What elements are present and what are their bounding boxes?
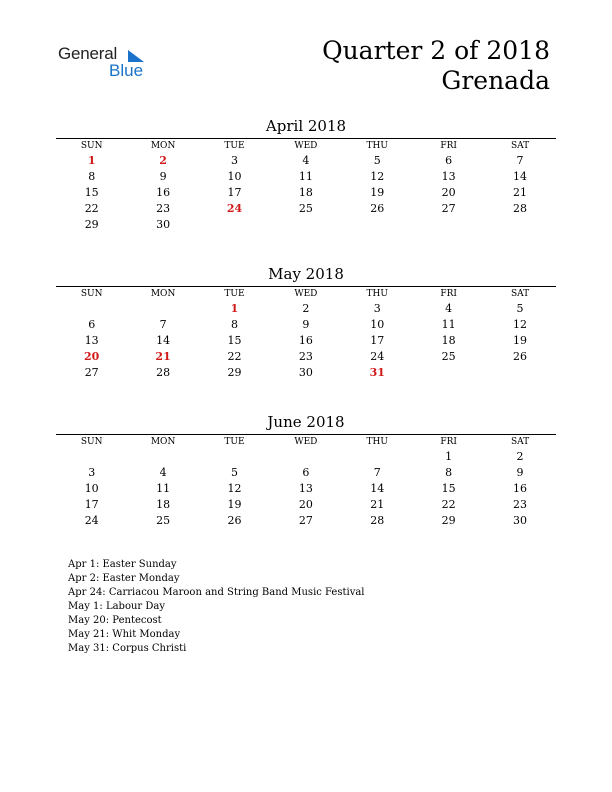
weekday-header: WED <box>294 289 318 299</box>
weekday-header: TUE <box>224 141 245 151</box>
holiday-note: May 1: Labour Day <box>68 601 165 612</box>
month-grid <box>56 435 556 529</box>
logo-text-general: General <box>58 44 118 63</box>
month-grid <box>56 139 556 233</box>
day-cell: 4 <box>445 302 453 315</box>
day-cell: 17 <box>370 334 385 347</box>
holiday-day-cell: 2 <box>159 154 167 167</box>
day-cell: 12 <box>227 482 242 495</box>
month-calendar <box>56 412 556 529</box>
day-cell: 12 <box>513 318 528 331</box>
day-cell: 1 <box>445 450 453 463</box>
weekday-header: SAT <box>510 437 530 447</box>
day-cell: 28 <box>370 514 385 527</box>
day-cell: 21 <box>370 498 385 511</box>
weekday-header: WED <box>294 141 318 151</box>
title-country: Grenada <box>441 66 550 95</box>
day-cell: 5 <box>373 154 381 167</box>
weekday-header: MON <box>150 289 176 299</box>
day-cell: 10 <box>84 482 99 495</box>
day-cell: 6 <box>445 154 453 167</box>
day-cell: 18 <box>156 498 171 511</box>
day-cell: 17 <box>227 186 242 199</box>
day-cell: 11 <box>298 170 313 183</box>
day-cell <box>484 365 555 381</box>
weekday-header: FRI <box>440 437 457 447</box>
day-cell: 14 <box>370 482 385 495</box>
day-cell <box>127 301 198 317</box>
day-cell: 4 <box>302 154 310 167</box>
day-cell: 10 <box>227 170 242 183</box>
day-cell: 14 <box>513 170 528 183</box>
day-cell: 3 <box>88 466 96 479</box>
month-calendar <box>56 264 556 381</box>
holiday-day-cell: 20 <box>84 350 100 363</box>
month-grid <box>56 287 556 381</box>
day-cell: 27 <box>298 514 313 527</box>
day-cell: 29 <box>441 514 456 527</box>
day-cell: 30 <box>298 366 313 379</box>
day-cell: 23 <box>513 498 528 511</box>
month-title: May 2018 <box>268 265 344 283</box>
day-cell: 16 <box>513 482 528 495</box>
holiday-note: May 31: Corpus Christi <box>68 643 187 654</box>
day-cell: 7 <box>373 466 381 479</box>
day-cell: 28 <box>513 202 528 215</box>
holiday-day-cell: 31 <box>369 366 385 379</box>
day-cell: 9 <box>302 318 310 331</box>
day-cell: 19 <box>513 334 528 347</box>
day-cell: 16 <box>156 186 171 199</box>
day-cell: 14 <box>156 334 171 347</box>
weekday-header: THU <box>366 289 388 299</box>
day-cell: 8 <box>88 170 96 183</box>
day-cell: 20 <box>298 498 313 511</box>
weekday-header: SUN <box>80 141 103 151</box>
day-cell: 7 <box>159 318 167 331</box>
day-cell: 26 <box>227 514 242 527</box>
day-cell: 15 <box>441 482 456 495</box>
day-cell <box>56 449 127 465</box>
day-cell: 2 <box>302 302 310 315</box>
holiday-note: May 20: Pentecost <box>68 615 162 626</box>
month-title: April 2018 <box>265 117 347 135</box>
day-cell: 3 <box>230 154 238 167</box>
day-cell: 22 <box>227 350 242 363</box>
month-calendar <box>56 116 556 233</box>
day-cell: 18 <box>441 334 456 347</box>
day-cell: 5 <box>516 302 524 315</box>
day-cell: 7 <box>516 154 524 167</box>
day-cell: 13 <box>84 334 99 347</box>
day-cell: 22 <box>84 202 99 215</box>
weekday-header: TUE <box>224 437 245 447</box>
holiday-note: Apr 2: Easter Monday <box>68 573 180 584</box>
weekday-header: THU <box>366 437 388 447</box>
day-cell: 9 <box>516 466 524 479</box>
day-cell <box>127 449 198 465</box>
day-cell: 12 <box>370 170 385 183</box>
day-cell: 28 <box>156 366 171 379</box>
day-cell: 18 <box>298 186 313 199</box>
day-cell: 2 <box>516 450 524 463</box>
day-cell: 24 <box>84 514 99 527</box>
day-cell: 30 <box>156 218 171 231</box>
day-cell: 11 <box>156 482 171 495</box>
day-cell: 6 <box>302 466 310 479</box>
day-cell: 19 <box>370 186 385 199</box>
day-cell: 22 <box>441 498 456 511</box>
day-cell: 21 <box>513 186 528 199</box>
day-cell <box>199 217 270 233</box>
page-title <box>322 36 550 96</box>
holiday-day-cell: 1 <box>230 302 239 315</box>
holiday-list <box>68 558 365 656</box>
day-cell: 13 <box>298 482 313 495</box>
day-cell: 3 <box>373 302 381 315</box>
day-cell: 24 <box>370 350 385 363</box>
day-cell <box>199 449 270 465</box>
day-cell: 13 <box>441 170 456 183</box>
day-cell <box>270 217 341 233</box>
day-cell <box>484 217 555 233</box>
day-cell: 27 <box>441 202 456 215</box>
day-cell: 29 <box>227 366 242 379</box>
day-cell <box>413 217 484 233</box>
day-cell: 5 <box>230 466 238 479</box>
day-cell: 9 <box>159 170 167 183</box>
day-cell: 23 <box>298 350 313 363</box>
weekday-header: WED <box>294 437 318 447</box>
weekday-header: FRI <box>440 141 457 151</box>
day-cell: 10 <box>370 318 385 331</box>
holiday-day-cell: 24 <box>226 202 243 215</box>
day-cell <box>342 449 413 465</box>
holiday-note: May 21: Whit Monday <box>68 629 181 640</box>
weekday-header: SUN <box>80 289 103 299</box>
day-cell: 8 <box>230 318 238 331</box>
weekday-header: SUN <box>80 437 103 447</box>
logo-text-blue: Blue <box>109 61 144 80</box>
holiday-note: Apr 24: Carriacou Maroon and String Band Music Festival <box>68 587 365 598</box>
day-cell <box>270 449 341 465</box>
day-cell <box>413 365 484 381</box>
month-title: June 2018 <box>267 413 345 431</box>
day-cell: 26 <box>370 202 385 215</box>
weekday-header: SAT <box>510 141 530 151</box>
day-cell: 6 <box>88 318 96 331</box>
day-cell <box>342 217 413 233</box>
generalblue-logo <box>58 44 158 84</box>
day-cell: 30 <box>513 514 528 527</box>
holiday-note: Apr 1: Easter Sunday <box>68 559 177 570</box>
day-cell: 4 <box>159 466 167 479</box>
title-quarter: Quarter 2 of 2018 <box>322 36 550 65</box>
holiday-day-cell: 21 <box>155 350 171 363</box>
day-cell: 19 <box>227 498 242 511</box>
day-cell: 11 <box>441 318 456 331</box>
day-cell: 29 <box>84 218 99 231</box>
weekday-header: FRI <box>440 289 457 299</box>
holiday-day-cell: 1 <box>87 154 96 167</box>
day-cell: 17 <box>84 498 99 511</box>
weekday-header: TUE <box>224 289 245 299</box>
day-cell: 25 <box>156 514 171 527</box>
weekday-header: THU <box>366 141 388 151</box>
day-cell: 23 <box>156 202 171 215</box>
day-cell: 26 <box>513 350 528 363</box>
day-cell: 20 <box>441 186 456 199</box>
weekday-header: MON <box>150 141 176 151</box>
day-cell: 27 <box>84 366 99 379</box>
day-cell: 25 <box>298 202 313 215</box>
day-cell: 8 <box>445 466 453 479</box>
weekday-header: MON <box>150 437 176 447</box>
day-cell: 15 <box>84 186 99 199</box>
day-cell: 16 <box>298 334 313 347</box>
day-cell: 25 <box>441 350 456 363</box>
day-cell <box>56 301 127 317</box>
day-cell: 15 <box>227 334 242 347</box>
weekday-header: SAT <box>510 289 530 299</box>
